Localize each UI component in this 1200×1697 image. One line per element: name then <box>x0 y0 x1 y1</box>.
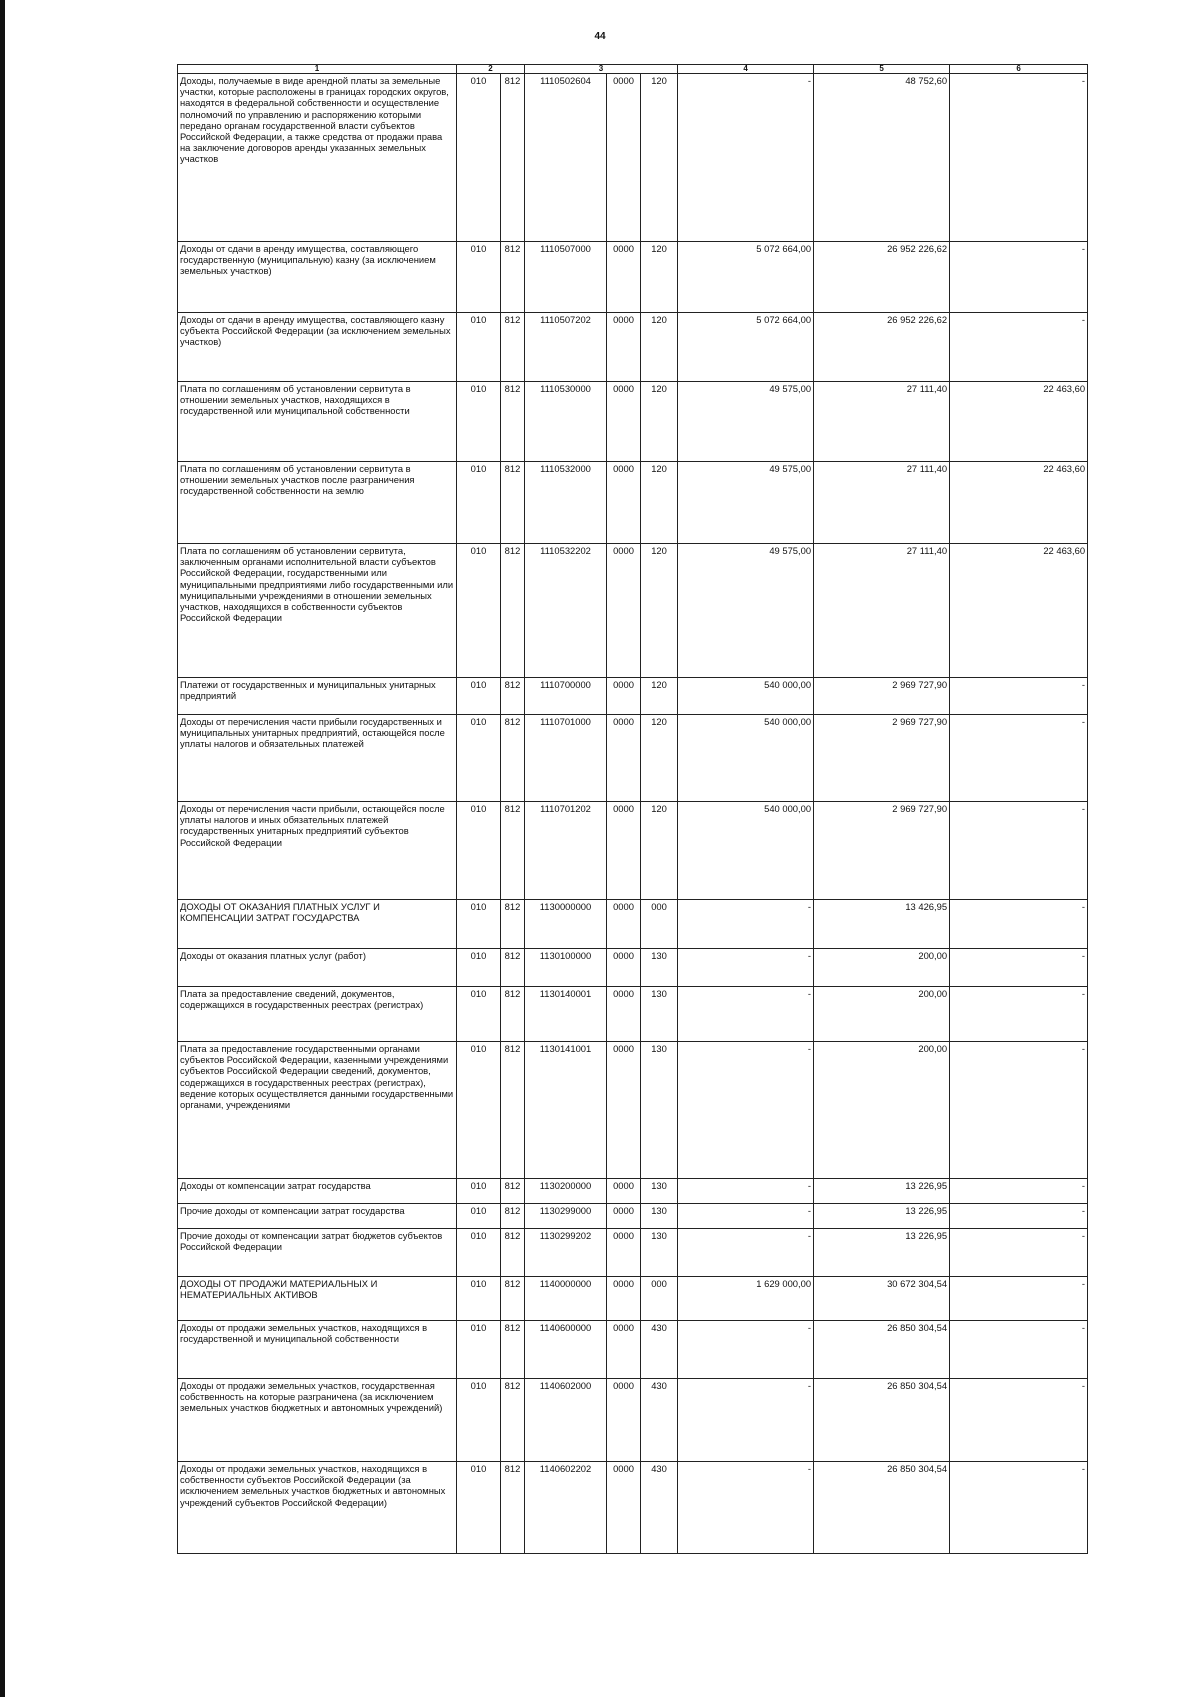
code-program: 0000 <box>607 802 641 900</box>
row-description: Прочие доходы от компенсации затрат бюджетов субъектов Российской Федерации <box>178 1229 457 1277</box>
code-section: 010 <box>457 678 501 715</box>
code-income: 1140000000 <box>525 1277 607 1321</box>
code-program: 0000 <box>607 949 641 987</box>
amount-col5: 26 850 304,54 <box>814 1462 950 1554</box>
row-description: Доходы от перечисления части прибыли государственных и муниципальных унитарных предприятий, остающейся после уплаты налогов и обязательных платежей <box>178 715 457 802</box>
table-row <box>178 987 1088 1042</box>
code-program: 0000 <box>607 1462 641 1554</box>
column-number: 3 <box>525 65 678 74</box>
row-description: Доходы от продажи земельных участков, находящихся в государственной и муниципальной собственности <box>178 1321 457 1379</box>
amount-col5: 26 850 304,54 <box>814 1379 950 1462</box>
code-section: 010 <box>457 1179 501 1204</box>
amount-col5: 27 111,40 <box>814 462 950 544</box>
table-row <box>178 802 1088 900</box>
row-description: Плата за предоставление государственными органами субъектов Российской Федерации, казенными учреждениями субъектов Российской Федерации сведений, документов, содержащихся в государственных реестрах (регистрах), ведение которых осуществляется данными государственными органами, учреждениями <box>178 1042 457 1179</box>
code-economic: 120 <box>641 802 678 900</box>
code-income: 1110502604 <box>525 74 607 242</box>
amount-col6: - <box>950 1277 1088 1321</box>
amount-col4: 1 629 000,00 <box>678 1277 814 1321</box>
column-number: 5 <box>814 65 950 74</box>
code-administrator: 812 <box>501 382 525 462</box>
amount-col5: 200,00 <box>814 987 950 1042</box>
page-number: 44 <box>594 31 606 42</box>
table-row <box>178 544 1088 678</box>
code-section: 010 <box>457 1462 501 1554</box>
code-program: 0000 <box>607 544 641 678</box>
amount-col6: 22 463,60 <box>950 462 1088 544</box>
code-section: 010 <box>457 242 501 313</box>
row-description: ДОХОДЫ ОТ ОКАЗАНИЯ ПЛАТНЫХ УСЛУГ И КОМПЕНСАЦИИ ЗАТРАТ ГОСУДАРСТВА <box>178 900 457 949</box>
amount-col4: 49 575,00 <box>678 462 814 544</box>
amount-col6: 22 463,60 <box>950 382 1088 462</box>
amount-col6: - <box>950 313 1088 382</box>
code-economic: 120 <box>641 462 678 544</box>
code-income: 1110532000 <box>525 462 607 544</box>
table-row <box>178 1462 1088 1554</box>
amount-col5: 200,00 <box>814 949 950 987</box>
code-income: 1130000000 <box>525 900 607 949</box>
amount-col4: - <box>678 949 814 987</box>
amount-col5: 200,00 <box>814 1042 950 1179</box>
table-row <box>178 1379 1088 1462</box>
code-section: 010 <box>457 1204 501 1229</box>
code-economic: 430 <box>641 1321 678 1379</box>
amount-col6: - <box>950 1379 1088 1462</box>
table-row <box>178 1229 1088 1277</box>
amount-col5: 48 752,60 <box>814 74 950 242</box>
code-administrator: 812 <box>501 313 525 382</box>
row-description: Платежи от государственных и муниципальных унитарных предприятий <box>178 678 457 715</box>
code-administrator: 812 <box>501 1229 525 1277</box>
code-administrator: 812 <box>501 1179 525 1204</box>
amount-col6: - <box>950 715 1088 802</box>
code-income: 1140600000 <box>525 1321 607 1379</box>
row-description: Доходы от сдачи в аренду имущества, составляющего государственную (муниципальную) казну (за исключением земельных участков) <box>178 242 457 313</box>
code-income: 1140602202 <box>525 1462 607 1554</box>
code-income: 1130140001 <box>525 987 607 1042</box>
amount-col5: 2 969 727,90 <box>814 715 950 802</box>
code-section: 010 <box>457 544 501 678</box>
column-number: 4 <box>678 65 814 74</box>
table-row <box>178 1277 1088 1321</box>
code-administrator: 812 <box>501 802 525 900</box>
code-section: 010 <box>457 900 501 949</box>
code-income: 1110532202 <box>525 544 607 678</box>
code-section: 010 <box>457 1379 501 1462</box>
code-section: 010 <box>457 987 501 1042</box>
code-program: 0000 <box>607 1042 641 1179</box>
amount-col6: - <box>950 949 1088 987</box>
code-program: 0000 <box>607 74 641 242</box>
code-economic: 130 <box>641 1229 678 1277</box>
amount-col6: - <box>950 242 1088 313</box>
amount-col6: 22 463,60 <box>950 544 1088 678</box>
code-economic: 130 <box>641 1204 678 1229</box>
code-economic: 120 <box>641 313 678 382</box>
amount-col4: 540 000,00 <box>678 802 814 900</box>
amount-col6: - <box>950 1179 1088 1204</box>
code-administrator: 812 <box>501 900 525 949</box>
code-administrator: 812 <box>501 1462 525 1554</box>
row-description: Доходы от перечисления части прибыли, остающейся после уплаты налогов и иных обязательных платежей государственных унитарных предприятий субъектов Российской Федерации <box>178 802 457 900</box>
column-number-row <box>178 65 1088 74</box>
code-section: 010 <box>457 1321 501 1379</box>
table-row <box>178 715 1088 802</box>
column-number: 2 <box>457 65 525 74</box>
amount-col6: - <box>950 802 1088 900</box>
amount-col4: - <box>678 1321 814 1379</box>
code-administrator: 812 <box>501 715 525 802</box>
amount-col5: 26 952 226,62 <box>814 313 950 382</box>
code-income: 1110701000 <box>525 715 607 802</box>
code-program: 0000 <box>607 715 641 802</box>
row-description: Плата по соглашениям об установлении сервитута в отношении земельных участков после разграничения государственной собственности на землю <box>178 462 457 544</box>
row-description: Доходы от продажи земельных участков, государственная собственность на которые разграничена (за исключением земельных участков бюджетных и автономных учреждений) <box>178 1379 457 1462</box>
code-economic: 000 <box>641 900 678 949</box>
row-description: Доходы, получаемые в виде арендной платы за земельные участки, которые расположены в границах городских округов, находятся в федеральной собственности и осуществление полномочий по управлению и распоряжению которыми передано органам государственной власти субъектов Российской Федерации, а также средства от продажи права на заключение договоров аренды указанных земельных участков <box>178 74 457 242</box>
table-row <box>178 74 1088 242</box>
table-row <box>178 1042 1088 1179</box>
row-description: Плата по соглашениям об установлении сервитута в отношении земельных участков, находящихся в государственной или муниципальной собственности <box>178 382 457 462</box>
row-description: Доходы от компенсации затрат государства <box>178 1179 457 1204</box>
code-economic: 130 <box>641 1179 678 1204</box>
code-income: 1130299000 <box>525 1204 607 1229</box>
code-economic: 130 <box>641 949 678 987</box>
code-economic: 120 <box>641 74 678 242</box>
amount-col4: - <box>678 987 814 1042</box>
amount-col4: - <box>678 74 814 242</box>
amount-col5: 26 952 226,62 <box>814 242 950 313</box>
code-economic: 430 <box>641 1379 678 1462</box>
amount-col4: 49 575,00 <box>678 544 814 678</box>
amount-col5: 30 672 304,54 <box>814 1277 950 1321</box>
code-administrator: 812 <box>501 74 525 242</box>
amount-col6: - <box>950 987 1088 1042</box>
table-row <box>178 382 1088 462</box>
code-section: 010 <box>457 382 501 462</box>
code-administrator: 812 <box>501 949 525 987</box>
code-income: 1130141001 <box>525 1042 607 1179</box>
code-program: 0000 <box>607 678 641 715</box>
code-program: 0000 <box>607 242 641 313</box>
code-section: 010 <box>457 74 501 242</box>
amount-col4: 49 575,00 <box>678 382 814 462</box>
code-administrator: 812 <box>501 462 525 544</box>
amount-col4: - <box>678 1379 814 1462</box>
amount-col6: - <box>950 1462 1088 1554</box>
amount-col4: - <box>678 900 814 949</box>
code-economic: 000 <box>641 1277 678 1321</box>
amount-col6: - <box>950 1321 1088 1379</box>
amount-col5: 27 111,40 <box>814 382 950 462</box>
code-administrator: 812 <box>501 987 525 1042</box>
code-program: 0000 <box>607 1204 641 1229</box>
code-income: 1110700000 <box>525 678 607 715</box>
revenue-table <box>177 64 1088 1554</box>
row-description: Плата по соглашениям об установлении сервитута, заключенным органами исполнительной власти субъектов Российской Федерации, государственными или муниципальными предприятиями либо государственными или муниципальными учреждениями в отношении земельных участков, находящихся в собственности субъектов Российской Федерации <box>178 544 457 678</box>
code-economic: 120 <box>641 544 678 678</box>
row-description: Прочие доходы от компенсации затрат государства <box>178 1204 457 1229</box>
amount-col5: 13 226,95 <box>814 1204 950 1229</box>
code-economic: 430 <box>641 1462 678 1554</box>
code-administrator: 812 <box>501 1379 525 1462</box>
amount-col6: - <box>950 74 1088 242</box>
row-description: Плата за предоставление сведений, документов, содержащихся в государственных реестрах (регистрах) <box>178 987 457 1042</box>
table-row <box>178 1204 1088 1229</box>
code-administrator: 812 <box>501 678 525 715</box>
amount-col4: 5 072 664,00 <box>678 313 814 382</box>
code-section: 010 <box>457 1042 501 1179</box>
code-income: 1110701202 <box>525 802 607 900</box>
amount-col4: - <box>678 1179 814 1204</box>
code-income: 1130299202 <box>525 1229 607 1277</box>
code-administrator: 812 <box>501 1042 525 1179</box>
amount-col6: - <box>950 1042 1088 1179</box>
code-economic: 120 <box>641 678 678 715</box>
code-program: 0000 <box>607 462 641 544</box>
amount-col6: - <box>950 1229 1088 1277</box>
amount-col4: - <box>678 1204 814 1229</box>
code-section: 010 <box>457 802 501 900</box>
amount-col4: 5 072 664,00 <box>678 242 814 313</box>
code-section: 010 <box>457 1277 501 1321</box>
code-program: 0000 <box>607 1229 641 1277</box>
code-economic: 120 <box>641 715 678 802</box>
code-economic: 130 <box>641 1042 678 1179</box>
table-row <box>178 900 1088 949</box>
row-description: Доходы от продажи земельных участков, находящихся в собственности субъектов Российской Федерации (за исключением земельных участков бюджетных и автономных учреждений субъектов Российской Федерации) <box>178 1462 457 1554</box>
code-income: 1110507202 <box>525 313 607 382</box>
amount-col6: - <box>950 1204 1088 1229</box>
code-program: 0000 <box>607 1321 641 1379</box>
code-administrator: 812 <box>501 242 525 313</box>
code-section: 010 <box>457 462 501 544</box>
column-number: 6 <box>950 65 1088 74</box>
code-program: 0000 <box>607 1379 641 1462</box>
code-income: 1110530000 <box>525 382 607 462</box>
table-row <box>178 949 1088 987</box>
code-economic: 120 <box>641 382 678 462</box>
code-section: 010 <box>457 1229 501 1277</box>
table-row <box>178 242 1088 313</box>
table-row <box>178 462 1088 544</box>
code-income: 1130100000 <box>525 949 607 987</box>
amount-col5: 13 426,95 <box>814 900 950 949</box>
row-description: Доходы от оказания платных услуг (работ) <box>178 949 457 987</box>
code-income: 1110507000 <box>525 242 607 313</box>
table-row <box>178 1321 1088 1379</box>
amount-col5: 27 111,40 <box>814 544 950 678</box>
amount-col4: - <box>678 1042 814 1179</box>
row-description: ДОХОДЫ ОТ ПРОДАЖИ МАТЕРИАЛЬНЫХ И НЕМАТЕРИАЛЬНЫХ АКТИВОВ <box>178 1277 457 1321</box>
amount-col5: 2 969 727,90 <box>814 802 950 900</box>
code-administrator: 812 <box>501 1204 525 1229</box>
amount-col6: - <box>950 678 1088 715</box>
code-program: 0000 <box>607 1179 641 1204</box>
amount-col6: - <box>950 900 1088 949</box>
amount-col5: 13 226,95 <box>814 1229 950 1277</box>
amount-col4: 540 000,00 <box>678 715 814 802</box>
amount-col4: - <box>678 1229 814 1277</box>
table-row <box>178 678 1088 715</box>
code-section: 010 <box>457 949 501 987</box>
table-row <box>178 313 1088 382</box>
column-number: 1 <box>178 65 457 74</box>
code-section: 010 <box>457 715 501 802</box>
code-program: 0000 <box>607 987 641 1042</box>
amount-col4: - <box>678 1462 814 1554</box>
code-administrator: 812 <box>501 1321 525 1379</box>
table-row <box>178 1179 1088 1204</box>
row-description: Доходы от сдачи в аренду имущества, составляющего казну субъекта Российской Федерации (за исключением земельных участков) <box>178 313 457 382</box>
code-program: 0000 <box>607 900 641 949</box>
amount-col5: 2 969 727,90 <box>814 678 950 715</box>
amount-col5: 13 226,95 <box>814 1179 950 1204</box>
amount-col4: 540 000,00 <box>678 678 814 715</box>
code-program: 0000 <box>607 1277 641 1321</box>
code-administrator: 812 <box>501 1277 525 1321</box>
code-income: 1130200000 <box>525 1179 607 1204</box>
code-income: 1140602000 <box>525 1379 607 1462</box>
code-administrator: 812 <box>501 544 525 678</box>
code-economic: 130 <box>641 987 678 1042</box>
scan-border <box>0 0 5 1697</box>
code-economic: 120 <box>641 242 678 313</box>
code-program: 0000 <box>607 382 641 462</box>
code-section: 010 <box>457 313 501 382</box>
amount-col5: 26 850 304,54 <box>814 1321 950 1379</box>
code-program: 0000 <box>607 313 641 382</box>
